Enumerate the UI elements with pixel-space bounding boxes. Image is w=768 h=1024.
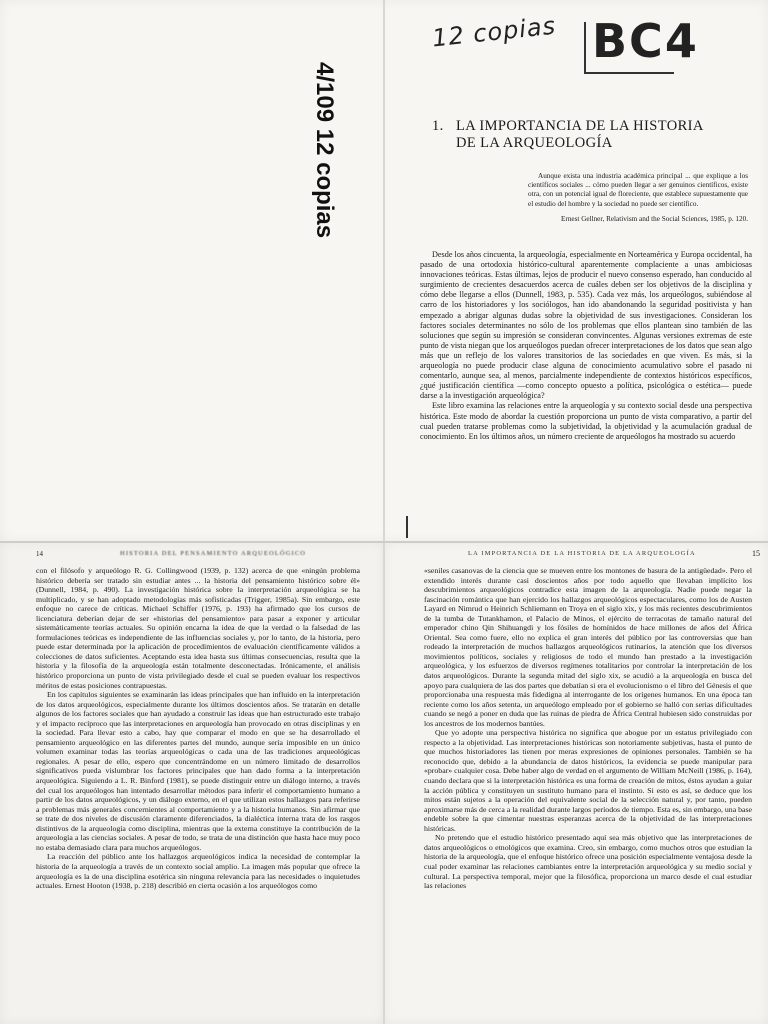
- epigraph-text: Aunque exista una industria académica principal ... que explique a los científicos sociales ... cómo pueden llegar a ser genuinos científicos, existe otra, con un potencial igual de floreciente, que establece supuestamente que el estudio del hombre y la sociedad no puede ser científico.: [528, 172, 748, 208]
- running-head-right: LA IMPORTANCIA DE LA HISTORIA DE LA ARQUEOLOGÍA: [468, 550, 696, 557]
- handwritten-code: BC4: [592, 14, 699, 68]
- page-number-right: 15: [752, 549, 760, 558]
- chapter-title: [432, 118, 752, 152]
- paragraph: Que yo adopte una perspectiva histórica no significa que abogue por un estatus privilegiado con respecto a la objetividad. Las interpretaciones históricas son notoriamente subjetivas, hasta el punto de que muchos historiadores las tienen por meras expresiones de opiniones personales. También se ha reconocido que, debido a la abundancia de datos históricos, la evidencia se puede manipular para «probar» cualquier cosa. Debe haber algo de verdad en el argumento de William McNeill (1986, p. 164), cuando declara que si la interpretación histórica es una forma de creación de mitos, éstos ayudan a guiar la acción pública y constituyen un sustituto humano para el instinto. Si esto es así, se deduce que los mitos están sujetos a la operación del equivalente social de la selección natural y, por tanto, pueden aproximarse más de cerca a la realidad durante largos períodos de tiempo. Esta es, sin embargo, una base endeble sobre la que cimentar nuestras esperanzas acerca de la objetividad de las interpretaciones históricas.: [424, 728, 752, 833]
- paragraph: La reacción del público ante los hallazgos arqueológicos indica la necesidad de contemplar la historia de la arqueología a través de un contexto social amplio. La imagen más popular que ofrece la arqueología es la de una disciplina esotérica sin ninguna relevancia para las necesidades o inquietudes actuales. Ernest Hooton (1938, p. 218) describió en cierta ocasión a los arqueólogos como: [36, 852, 360, 891]
- pen-mark: [406, 516, 408, 538]
- running-head-left: HISTORIA DEL PENSAMIENTO ARQUEOLÓGICO: [120, 550, 307, 557]
- paragraph: Este libro examina las relaciones entre la arqueología y su contexto social desde una perspectiva histórica. Este modo de abordar la cuestión proporciona un punto de vista comparativo, a partir del cual pueden tratarse problemas como la subjetividad, la objetividad y la acumulación gradual de conocimiento. En los últimos años, un número creciente de arqueólogos ha mostrado su acuerdo: [420, 401, 752, 441]
- left-page-body: [36, 566, 360, 891]
- paragraph: «seniles casanovas de la ciencia que se mueven entre los montones de basura de la antigüedad». Pero el extendido interés durante casi doscientos años por todo aquello que llevaban implícito los descubrimientos arqueológicos contradice esta imagen de la arqueología. Nadie puede negar la fascinación romántica que han ejercido los hallazgos arqueológicos espectaculares, como los de Austen Layard en Nimrud o Heinrich Schliemann en Troya en el siglo xix, y los más recientes descubrimientos de la tumba de Tutankhamon, el Palacio de Minos, el ejército de terracotas de tamaño natural del emperador chino Qin Shihuangdi y los fósiles de homínidos de hace millones de años del África Oriental. Sea como fuere, ello no explica el gran interés del público por las controversias que han rodeado la interpretación de muchos hallazgos arqueológicos rutinarios, la atención que los diversos movimientos políticos, sociales y religiosos de todo el mundo han prestado a la investigación arqueológica, y los esfuerzos de diversos regímenes totalitarios por controlar la interpretación de los datos arqueológicos. Durante la segunda mitad del siglo xix, se acudió a la arqueología en busca del apoyo para cualquiera de las dos partes que debatían si era el evolucionismo o el libro del Génesis el que proporcionaba una respuesta más fidedigna al interrogante de los orígenes humanos. En una época tan reciente como los años setenta, un arqueólogo empleado por el gobierno se halló con serias dificultades cuando se negó a poner en duda que las ruinas de piedra de África Central hubiesen sido construidas por los ancestros de los modernos bantúes.: [424, 566, 752, 728]
- horizontal-page-divider: [0, 541, 768, 543]
- top-page-body: [420, 250, 752, 442]
- paragraph: En los capítulos siguientes se examinarán las ideas principales que han influido en la interpretación de los datos arqueológicos, especialmente durante los últimos doscientos años. Se tratarán en detalle algunos de los factores sociales que han ayudado a construir las ideas que han estructurado este trabajo y el impacto recíproco que las interpretaciones en arqueología han provocado en otras disciplinas y en la sociedad. Para llevar esto a cabo, hay que comparar el modo en que se ha desarrollado el pensamiento arqueológico en las diferentes partes del mundo, aunque sería imposible en un único volumen examinar todas las teorías arqueológicas o cada una de las tradiciones arqueológicas regionales. A pesar de ello, espero que concentrándome en un número limitado de desarrollos significativos pueda vislumbrar los factores principales que han dado forma a la interpretación arqueológica. Siguiendo a L. R. Binford (1981), se puede distinguir entre un diálogo interno, a través del cual los arqueólogos han intentado desarrollar métodos para inferir el comportamiento humano a partir de los datos arqueológicos, y un diálogo externo, en el que utilizan estos hallazgos para referirse a problemas más generales concernientes al comportamiento y a la historia humanos. Sin afirmar que se trate de dos niveles de discusión claramente diferenciados, la dialéctica interna trata de los rasgos distintivos de la arqueología como disciplina, mientras que la externa constituye la contribución de la arqueología a las ciencias sociales. A pesar de todo, se trata de una distinción que hasta hace muy poco no estaba demasiado clara para muchos arqueólogos.: [36, 690, 360, 852]
- vertical-page-divider: [383, 0, 385, 1024]
- paragraph: Desde los años cincuenta, la arqueología, especialmente en Norteamérica y Europa occidental, ha pasado de una ortodoxia histórico-cultural aparentemente complaciente a unas ambiciosas innovaciones teóricas. Estas últimas, lejos de producir el nuevo consenso esperado, han conducido al surgimiento de crecientes desacuerdos acerca de cuáles deben ser los objetivos de la disciplina y cómo debe llegarse a ellos (Dunnell, 1983, p. 535). Cada vez más, los arqueólogos, subiéndose al carro de los historiadores y los sociólogos, han ido abandonando la seguridad positivista y han empezado a abrigar algunas dudas sobre la objetividad de sus investigaciones. Consideran los factores sociales determinantes no sólo de los problemas que ellos plantean sino también de las soluciones que según su impresión se consideran convincentes. Algunas versiones extremas de este punto de vista niegan que los arqueólogos puedan ofrecer interpretaciones de los datos que sean algo más que un reflejo de los valores transitorios de las sociedades en que viven. Es más, si la arqueología no puede producir clase alguna de conocimiento acumulativo sobre el pasado ni comentarlo, aunque sea, al menos, parcialmente independiente de contextos históricos específicos, ¿qué justificación científica —como concepto opuesto a política, psicológica o estética— puede darse a la investigación arqueológica?: [420, 250, 752, 401]
- chapter-number: 1.: [432, 118, 444, 134]
- paragraph: con el filósofo y arqueólogo R. G. Collingwood (1939, p. 132) acerca de que «ningún problema histórico debería ser tratado sin estudiar antes ... la historia del pensamiento histórico sobre él» (Dunnell, 1984, p. 490). La investigación histórica sobre la interpretación arqueológica se ha multiplicado, y se han adoptado metodologías más sofisticadas (Trigger, 1985a). Sin embargo, este enfoque no carece de críticas. Michael Schiffer (1976, p. 193) ha afirmado que los cursos de licenciatura deberían dejar de ser «historias del pensamiento» para pasar a exponer y articular sistemáticamente teorías actuales. Su opinión encarna la idea de que la verdad o la falsedad de las formulaciones teóricas es independiente de las influencias sociales y, por lo tanto, de la historia, pero puede estar determinada por la aplicación de procedimientos de evaluación científicamente válidos a colecciones de datos suficientes. Aceptando esta idea hasta sus últimas consecuencias, resulta que la historia y la filosofía de la arqueología están totalmente desconectadas. Irónicamente, el análisis histórico proporciona un punto de vista privilegiado desde el cual se pueden evaluar los respectivos méritos de estas posiciones contrapuestas.: [36, 566, 360, 690]
- page-number-left: 14: [36, 550, 43, 558]
- epigraph: [528, 172, 748, 224]
- epigraph-source: Ernest Gellner, Relativism and the Social Sciences, 1985, p. 120.: [561, 214, 748, 223]
- right-page-body: [424, 566, 752, 891]
- handwritten-copies-note: 12 copias: [430, 11, 558, 53]
- paragraph: No pretendo que el estudio histórico presentado aquí sea más objetivo que las interpretaciones de datos arqueológicos o etnológicos que examina. Creo, sin embargo, como muchos otros que estudian la historia de la arqueología, que el enfoque histórico ofrece una posición especialmente ventajosa desde la cual poder examinar las relaciones cambiantes entre la interpretación arqueológica y su medio social y cultural. La perspectiva temporal, mejor que la filosófica, proporciona un marco desde el cual estudiar las relaciones: [424, 833, 752, 891]
- handwritten-underline: [584, 72, 674, 74]
- copies-stamp: 4/109 12 copias: [311, 62, 338, 239]
- chapter-title-line-1: LA IMPORTANCIA DE LA HISTORIA: [456, 118, 704, 134]
- handwritten-bracket: [584, 22, 586, 74]
- chapter-title-line-2: DE LA ARQUEOLOGÍA: [456, 135, 613, 151]
